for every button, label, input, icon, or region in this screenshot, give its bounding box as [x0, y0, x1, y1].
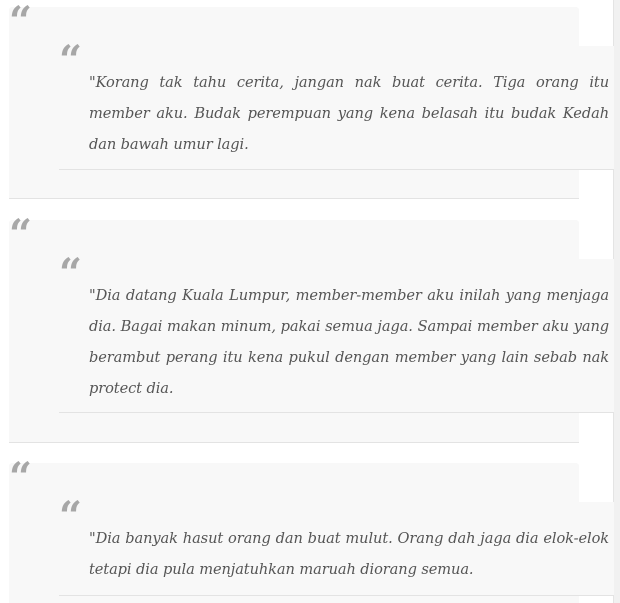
quote-text: "Korang tak tahu cerita, jangan nak buat cerita. Tiga orang itu member aku. Budak perempuan yang kena belasah itu budak Kedah dan bawah umur lagi.	[89, 74, 609, 153]
blockquote-outer-3	[9, 454, 609, 603]
blockquote-outer-1	[9, 0, 609, 199]
blockquote-inner-3	[59, 493, 614, 596]
quote-open-icon: “	[59, 250, 83, 297]
quote-open-icon: “	[9, 211, 33, 258]
page-scrollbar[interactable]	[613, 0, 620, 603]
blockquote-inner-2	[59, 250, 614, 413]
blockquote-outer-2	[9, 211, 609, 443]
quote-text: "Dia datang Kuala Lumpur, member-member aku inilah yang menjaga dia. Bagai makan minum, pakai semua jaga. Sampai member aku yang berambut perang itu kena pukul dengan member yang lain sebab nak protect dia.	[89, 287, 609, 397]
blockquote-inner-1	[59, 37, 614, 170]
quote-open-icon: “	[9, 454, 33, 501]
quote-open-icon: “	[59, 37, 83, 84]
quote-open-icon: “	[59, 493, 83, 540]
quote-open-icon: “	[9, 0, 33, 45]
quote-text: "Dia banyak hasut orang dan buat mulut. Orang dah jaga dia elok-elok tetapi dia pula menjatuhkan maruah diorang semua.	[89, 530, 609, 578]
